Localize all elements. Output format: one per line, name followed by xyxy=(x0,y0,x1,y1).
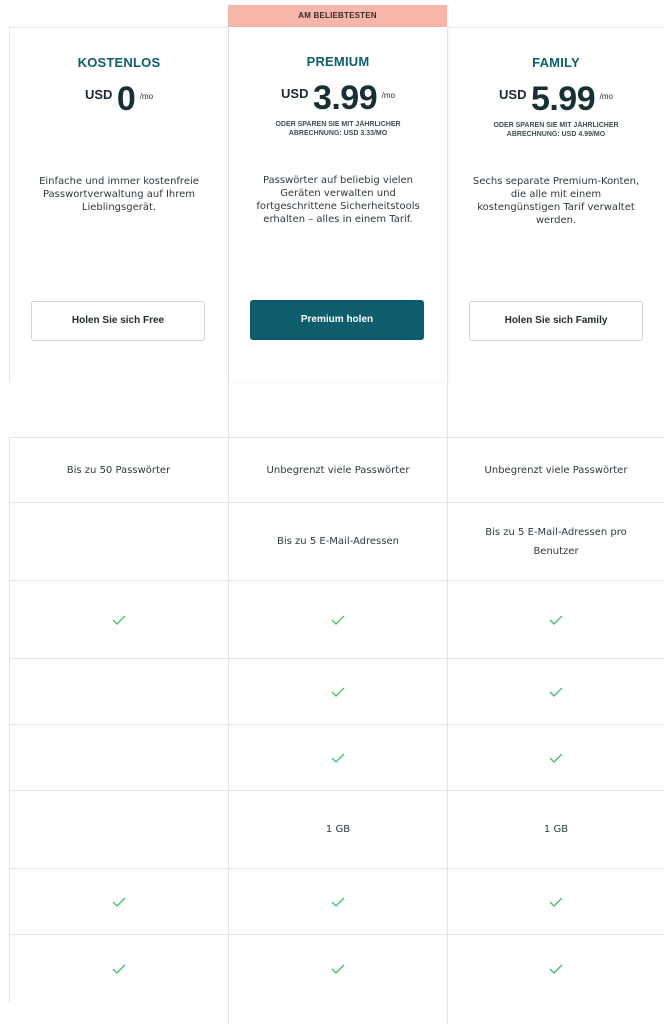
feature-cell xyxy=(228,869,448,934)
feature-text: Bis zu 50 Passwörter xyxy=(66,464,171,476)
annual-billing-note: ODER SPAREN SIE MIT JÄHRLICHER ABRECHNUNG: USD 4.99/MO xyxy=(493,122,619,138)
check-icon xyxy=(549,753,563,763)
check-icon xyxy=(549,897,563,907)
feature-row xyxy=(9,934,664,1002)
check-icon xyxy=(331,897,345,907)
get-free-button[interactable]: Holen Sie sich Free xyxy=(31,301,205,341)
feature-cell xyxy=(448,791,664,868)
feature-cell xyxy=(9,581,228,658)
plan-description: Einfache und immer kostenfreie Passwortverwaltung auf Ihrem Lieblingsgerät. xyxy=(39,176,199,213)
check-icon xyxy=(549,615,563,625)
price-currency: USD xyxy=(281,86,309,101)
plans-header xyxy=(0,0,664,380)
feature-cell xyxy=(448,869,664,934)
feature-cell xyxy=(9,438,228,502)
feature-cell xyxy=(448,581,664,658)
price-currency: USD xyxy=(499,87,527,102)
feature-text: 1 GB xyxy=(325,824,351,835)
price-period: /mo xyxy=(139,92,154,101)
check-icon xyxy=(112,615,126,625)
check-icon xyxy=(549,964,563,974)
feature-cell xyxy=(448,438,664,502)
feature-row xyxy=(9,724,664,790)
feature-cell xyxy=(228,438,448,502)
price-amount: 3.99 xyxy=(312,79,378,117)
check-icon xyxy=(112,897,126,907)
get-family-button[interactable]: Holen Sie sich Family xyxy=(469,301,643,341)
feature-cell xyxy=(9,791,228,868)
feature-cell xyxy=(228,503,448,580)
price-period: /mo xyxy=(381,91,395,100)
feature-row xyxy=(9,868,664,934)
popular-badge: AM BELIEBTESTEN xyxy=(228,5,447,27)
feature-cell xyxy=(448,503,664,580)
price-currency: USD xyxy=(84,87,113,102)
plan-price xyxy=(448,80,664,120)
check-icon xyxy=(549,687,563,697)
feature-row xyxy=(9,580,664,658)
feature-text: Unbegrenzt viele Passwörter xyxy=(266,464,410,476)
check-icon xyxy=(331,753,345,763)
feature-cell xyxy=(9,725,228,790)
feature-cell xyxy=(448,935,664,1002)
plan-description: Sechs separate Premium-Konten, die alle mit einem kostengünstigen Tarif verwaltet werden. xyxy=(472,176,640,226)
feature-text: Bis zu 5 E-Mail-Adressen xyxy=(277,536,399,547)
get-premium-button[interactable]: Premium holen xyxy=(250,300,424,340)
plan-card-premium xyxy=(228,27,448,382)
check-icon xyxy=(112,964,126,974)
plan-name: FAMILY xyxy=(532,55,580,70)
check-icon xyxy=(331,687,345,697)
feature-cell xyxy=(448,725,664,790)
check-icon xyxy=(331,615,345,625)
plan-card-family xyxy=(448,27,664,382)
plan-name: PREMIUM xyxy=(306,54,370,69)
annual-billing-note: ODER SPAREN SIE MIT JÄHRLICHER ABRECHNUNG: USD 3.33/MO xyxy=(275,121,401,137)
plan-card-free xyxy=(9,27,228,382)
feature-text: Bis zu 5 E-Mail-Adressen pro Benutzer xyxy=(485,526,627,557)
feature-cell xyxy=(228,659,448,724)
price-period: /mo xyxy=(599,92,613,101)
feature-cell xyxy=(9,869,228,934)
plan-price xyxy=(10,80,228,120)
price-amount: 5.99 xyxy=(530,80,596,118)
feature-row xyxy=(9,437,664,502)
plan-price xyxy=(229,79,447,119)
feature-cell xyxy=(448,659,664,724)
feature-row xyxy=(9,790,664,868)
feature-cell xyxy=(9,935,228,1002)
feature-row xyxy=(9,658,664,724)
feature-cell xyxy=(9,659,228,724)
feature-text: Unbegrenzt viele Passwörter xyxy=(484,464,628,476)
feature-cell xyxy=(228,935,448,1002)
feature-text: 1 GB xyxy=(543,824,569,835)
plan-description: Passwörter auf beliebig vielen Geräten verwalten und fortgeschrittene Sicherheitstools erhalten – alles in einem Tarif. xyxy=(256,175,420,225)
price-amount: 0 xyxy=(116,80,136,118)
feature-cell xyxy=(228,725,448,790)
check-icon xyxy=(331,964,345,974)
feature-row xyxy=(9,502,664,580)
feature-cell xyxy=(9,503,228,580)
feature-cell xyxy=(228,581,448,658)
feature-cell xyxy=(228,791,448,868)
plan-name: KOSTENLOS xyxy=(77,55,161,70)
